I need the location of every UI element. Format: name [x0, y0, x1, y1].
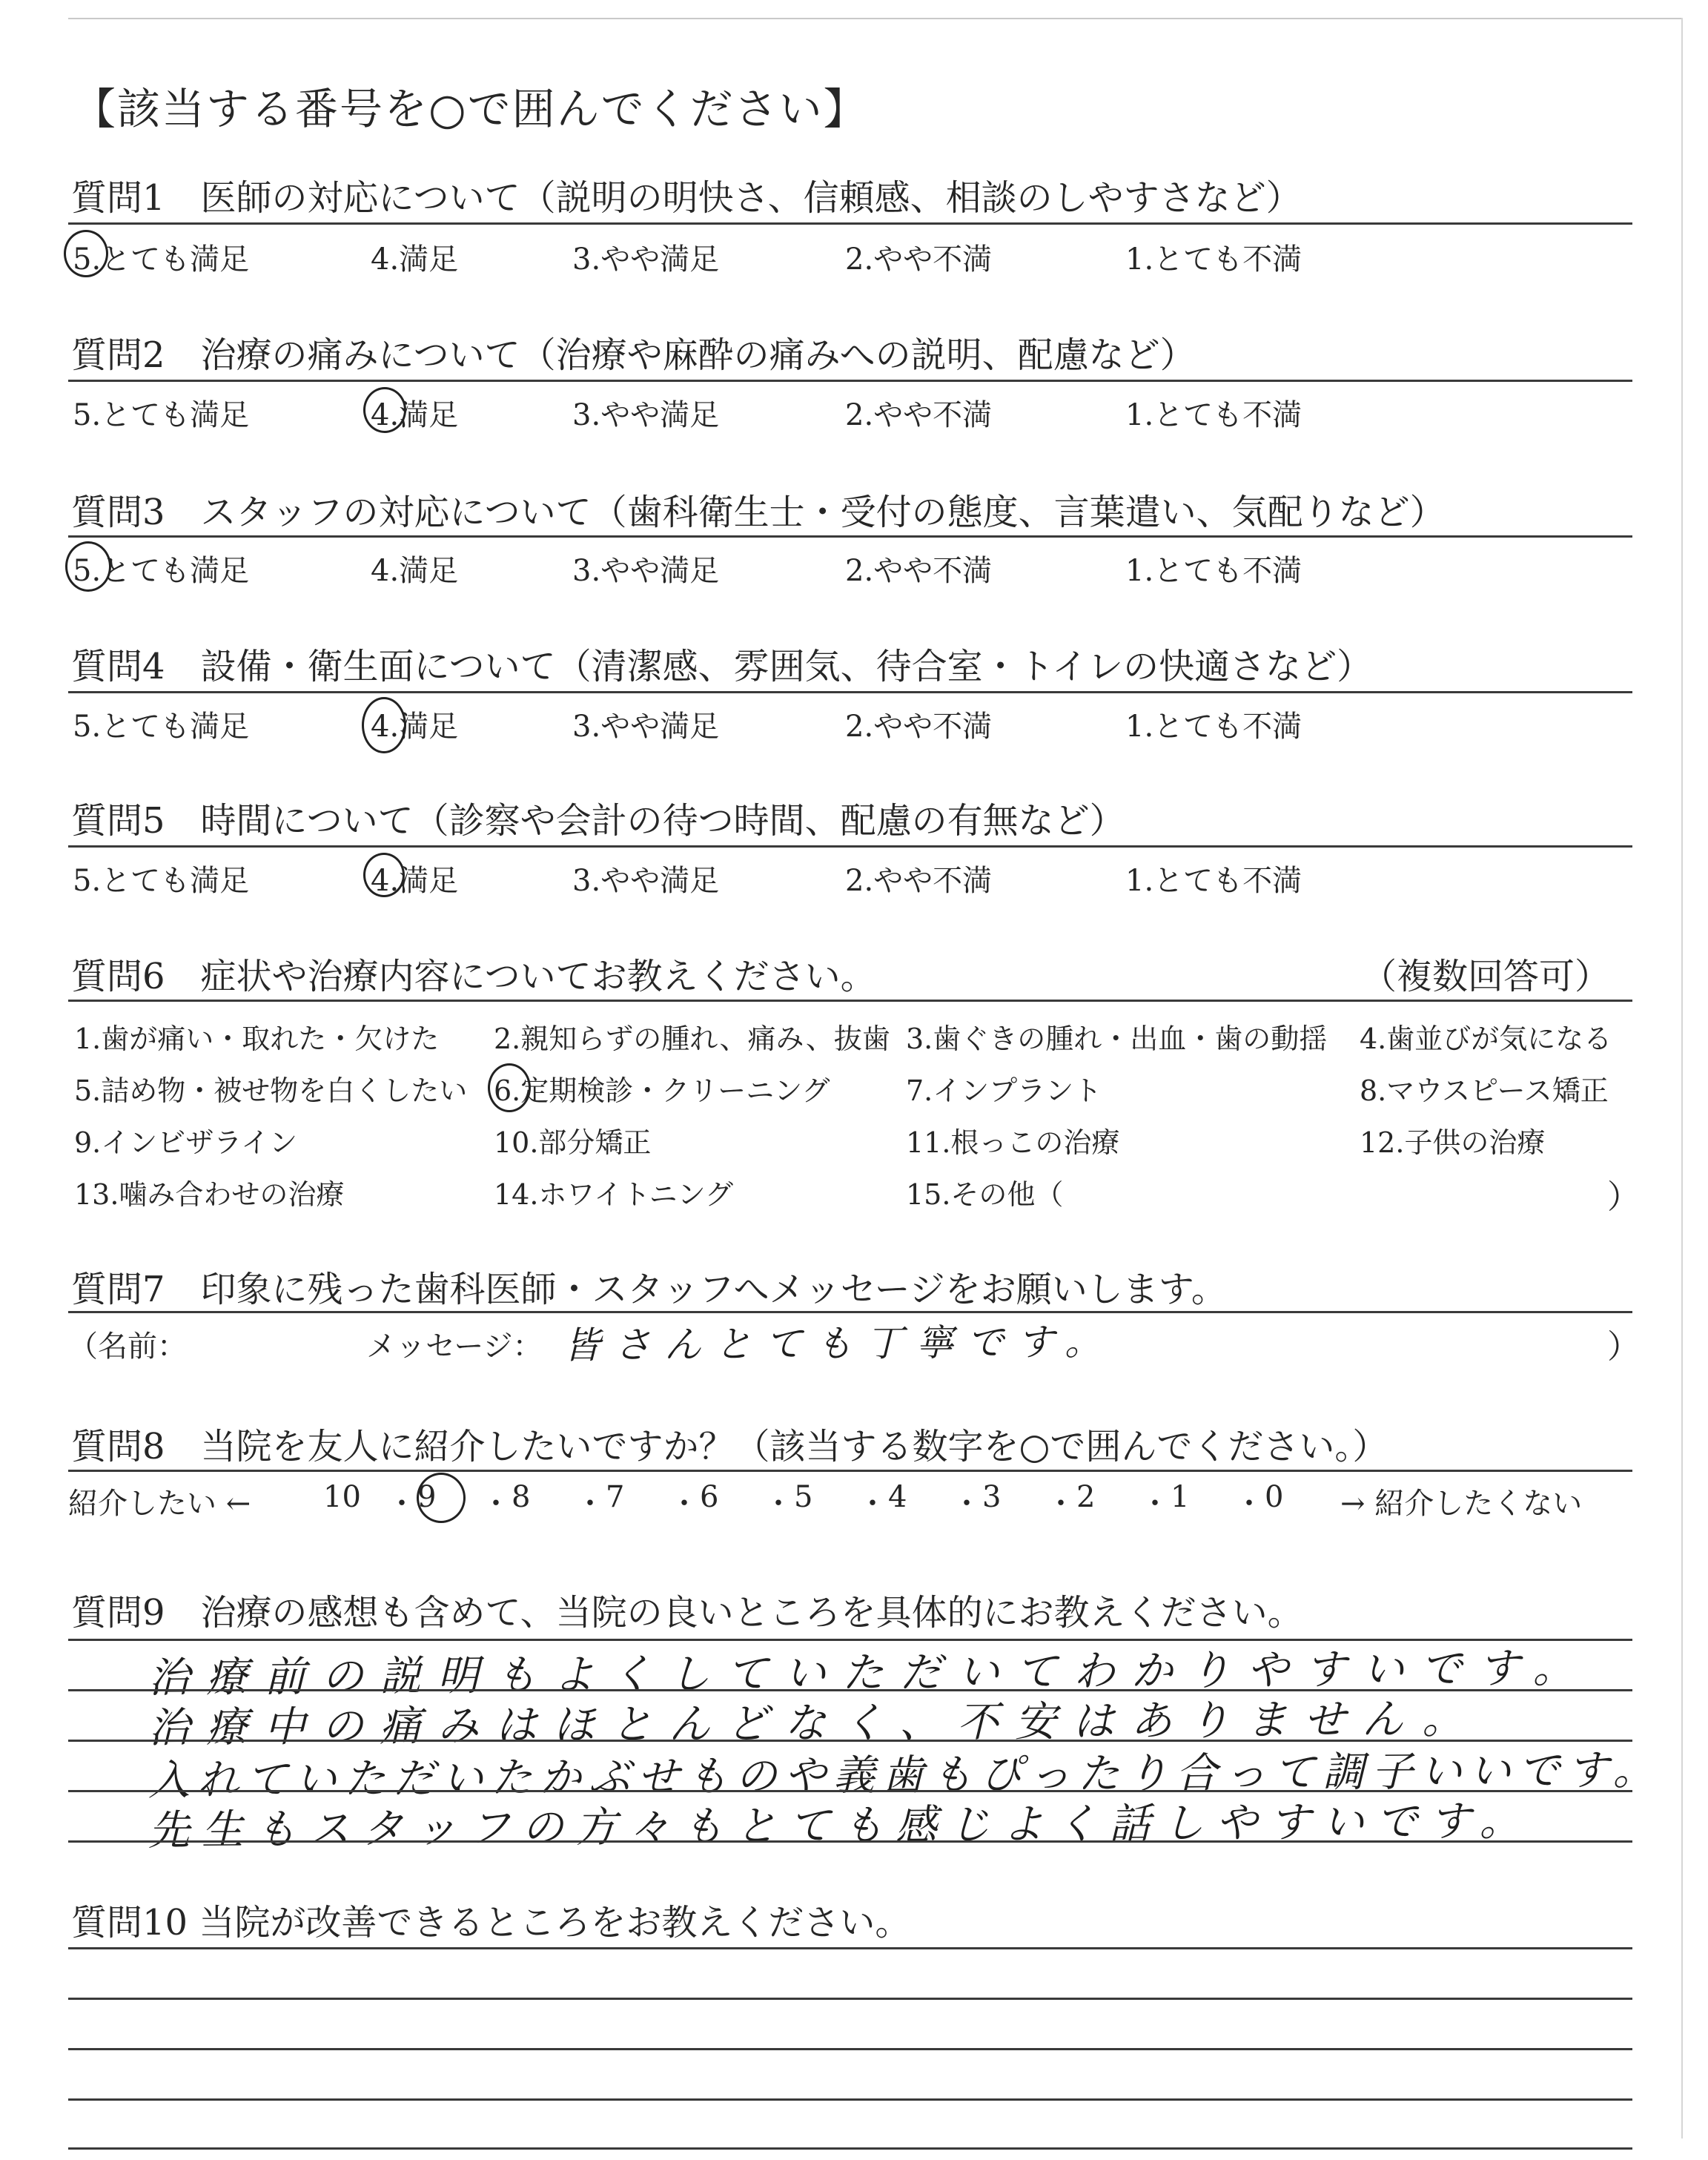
q8-scale-4[interactable]: 4 [888, 1480, 907, 1514]
q8-scale-9[interactable]: 9 [417, 1480, 437, 1514]
q5-option-2[interactable]: 2.やや不満 [845, 864, 993, 898]
q4-selection-circle [362, 697, 406, 753]
q8-scale-10[interactable]: 10 [323, 1480, 361, 1514]
q5-title: 質問5 時間について（診察や会計の待つ時間、配慮の有無など） [71, 800, 1125, 842]
q7-close-paren: ） [1607, 1328, 1640, 1366]
q6-option-14[interactable]: 14.ホワイトニング [494, 1178, 734, 1211]
q10-title: 質問10 当院が改善できるところをお教えください。 [71, 1902, 911, 1943]
q1-option-4[interactable]: 4.満足 [371, 242, 459, 277]
q8-scale-separator: ・ [1140, 1487, 1170, 1521]
q8-scale-separator: ・ [952, 1487, 982, 1521]
q6-option-5[interactable]: 5.詰め物・被せ物を白くしたい [74, 1074, 468, 1107]
q7-title: 質問7 印象に残った歯科医師・スタッフへメッセージをお願いします。 [71, 1269, 1227, 1310]
q1-option-5[interactable]: 5.とても満足 [73, 242, 250, 277]
q1-selection-circle [64, 230, 108, 277]
q4-option-4[interactable]: 4.満足 [371, 710, 459, 744]
q6-option-10[interactable]: 10.部分矯正 [494, 1126, 652, 1159]
q6-option-7[interactable]: 7.インプラント [906, 1074, 1102, 1107]
q4-rule [68, 691, 1632, 693]
q5-option-5[interactable]: 5.とても満足 [73, 864, 250, 898]
q2-title: 質問2 治療の痛みについて（治療や麻酔の痛みへの説明、配慮など） [71, 334, 1196, 376]
q2-option-4[interactable]: 4.満足 [371, 398, 459, 432]
q8-right-label: → 紹介したくない [1340, 1487, 1583, 1521]
q4-option-2[interactable]: 2.やや不満 [845, 710, 993, 744]
q2-rule [68, 380, 1632, 382]
q8-rule [68, 1470, 1632, 1472]
q4-option-1[interactable]: 1.とても不満 [1125, 710, 1302, 744]
q5-rule [68, 845, 1632, 848]
q8-scale-1[interactable]: 1 [1171, 1480, 1190, 1514]
q7-rule [68, 1311, 1632, 1313]
q8-scale-5[interactable]: 5 [794, 1480, 813, 1514]
q8-scale-separator: ・ [858, 1487, 887, 1521]
q10-rule-3 [68, 2098, 1632, 2101]
q8-title: 質問8 当院を友人に紹介したいですか？（該当する数字を○で囲んでください。） [71, 1426, 1388, 1467]
q2-option-3[interactable]: 3.やや満足 [572, 398, 720, 432]
q8-left-label: 紹介したい ← [68, 1487, 251, 1521]
q2-option-2[interactable]: 2.やや不満 [845, 398, 993, 432]
q3-option-2[interactable]: 2.やや不満 [845, 554, 993, 588]
q1-rule [68, 222, 1632, 225]
q4-option-3[interactable]: 3.やや満足 [572, 710, 720, 744]
q6-title: 質問6 症状や治療内容についてお教えください。 [71, 956, 876, 997]
q9-rule-4 [68, 1840, 1632, 1843]
q8-scale-separator: ・ [481, 1487, 511, 1521]
q7-message-handwritten: 皆さんとても丁寧です。 [563, 1320, 1116, 1367]
q5-option-3[interactable]: 3.やや満足 [572, 864, 720, 898]
q8-scale-2[interactable]: 2 [1076, 1480, 1096, 1514]
q9-answer-line-3: 入れていただいたかぶせものや義歯もぴったり合って調子いいです。 [148, 1745, 1662, 1806]
q6-selection-circle [488, 1063, 531, 1112]
q8-scale-separator: ・ [387, 1487, 417, 1521]
q8-scale-7[interactable]: 7 [606, 1480, 625, 1514]
q2-option-5[interactable]: 5.とても満足 [73, 398, 250, 432]
frame-top-line [68, 18, 1681, 19]
q10-rule-4 [68, 2147, 1632, 2150]
q6-option-8[interactable]: 8.マウスピース矯正 [1360, 1074, 1609, 1107]
q5-option-1[interactable]: 1.とても不満 [1125, 864, 1302, 898]
q4-option-5[interactable]: 5.とても満足 [73, 710, 250, 744]
q3-option-1[interactable]: 1.とても不満 [1125, 554, 1302, 588]
q3-option-3[interactable]: 3.やや満足 [572, 554, 720, 588]
q9-answer-line-4: 先生もスタッフの方々もとても感じよく話しやすいです。 [148, 1797, 1533, 1855]
q10-rule-0 [68, 1947, 1632, 1949]
q6-option-13[interactable]: 13.噛み合わせの治療 [74, 1178, 345, 1211]
q3-option-4[interactable]: 4.満足 [371, 554, 459, 588]
q8-scale-separator: ・ [764, 1487, 793, 1521]
q6-rule [68, 1000, 1632, 1002]
q3-rule [68, 535, 1632, 538]
q9-answer-line-2: 治療中の痛みはほとんどなく、不安はありません。 [148, 1694, 1480, 1753]
q8-scale-separator: ・ [669, 1487, 699, 1521]
q8-scale-separator: ・ [1046, 1487, 1076, 1521]
q8-scale-6[interactable]: 6 [700, 1480, 719, 1514]
q10-rule-1 [68, 1998, 1632, 2000]
q8-scale-separator: ・ [575, 1487, 605, 1521]
q7-message-label: メッセージ： [366, 1330, 543, 1364]
q6-option-15[interactable]: 15.その他（ [906, 1178, 1064, 1211]
q3-title: 質問3 スタッフの対応について（歯科衛生士・受付の態度、言葉遣い、気配りなど） [71, 492, 1446, 533]
q3-option-5[interactable]: 5.とても満足 [73, 554, 250, 588]
q6-option-4[interactable]: 4.歯並びが気になる [1360, 1023, 1612, 1055]
frame-right-line [1681, 18, 1683, 2138]
q9-title: 質問9 治療の感想も含めて、当院の良いところを具体的にお教えください。 [71, 1592, 1303, 1634]
q7-name-label: （名前： [68, 1330, 187, 1364]
q8-scale-8[interactable]: 8 [512, 1480, 531, 1514]
q2-selection-circle [363, 387, 406, 433]
q3-selection-circle [65, 541, 111, 592]
q6-option-3[interactable]: 3.歯ぐきの腫れ・出血・歯の動揺 [906, 1023, 1328, 1055]
q6-option-11[interactable]: 11.根っこの治療 [906, 1126, 1120, 1159]
q8-scale-0[interactable]: 0 [1265, 1480, 1284, 1514]
q9-answer-line-1: 治療前の説明もよくしていただいてわかりやすいです。 [148, 1644, 1591, 1702]
q5-selection-circle [363, 853, 405, 897]
q6-option-1[interactable]: 1.歯が痛い・取れた・欠けた [74, 1023, 440, 1055]
q1-option-2[interactable]: 2.やや不満 [845, 242, 993, 277]
q6-option-9[interactable]: 9.インビザライン [74, 1126, 298, 1159]
q1-option-3[interactable]: 3.やや満足 [572, 242, 720, 277]
q6-option-2[interactable]: 2.親知らずの腫れ、痛み、抜歯 [494, 1023, 890, 1055]
q1-option-1[interactable]: 1.とても不満 [1125, 242, 1302, 277]
q6-note: （複数回答可） [1361, 956, 1611, 997]
q1-title: 質問1 医師の対応について（説明の明快さ、信頼感、相談のしやすさなど） [71, 177, 1302, 219]
q6-option-15-close-paren: ） [1607, 1178, 1640, 1216]
q6-option-6[interactable]: 6.定期検診・クリーニング [494, 1074, 830, 1107]
q8-scale-separator: ・ [1234, 1487, 1264, 1521]
q4-title: 質問4 設備・衛生面について（清潔感、雰囲気、待合室・トイレの快適さなど） [71, 646, 1373, 687]
q6-option-12[interactable]: 12.子供の治療 [1360, 1126, 1546, 1159]
q10-rule-2 [68, 2048, 1632, 2050]
q5-option-4[interactable]: 4.満足 [371, 864, 459, 898]
page-heading: 【該当する番号を○で囲んでください】 [73, 84, 868, 134]
q8-scale-3[interactable]: 3 [982, 1480, 1002, 1514]
q2-option-1[interactable]: 1.とても不満 [1125, 398, 1302, 432]
